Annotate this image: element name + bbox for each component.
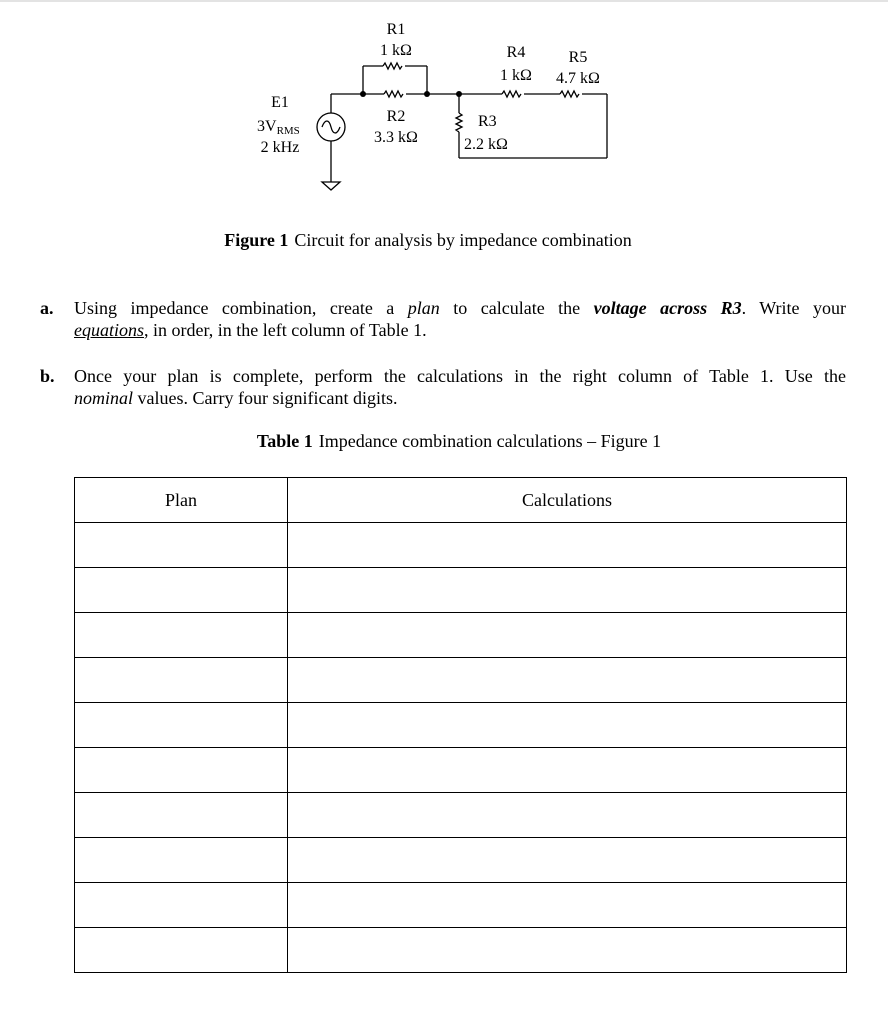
circuit-diagram bbox=[0, 0, 888, 205]
equations-emphasis: equations bbox=[74, 320, 144, 340]
r5-zigzag bbox=[560, 91, 579, 97]
plan-cell[interactable] bbox=[75, 928, 288, 973]
calculations-table bbox=[74, 477, 847, 973]
node-dot bbox=[360, 91, 366, 97]
calculation-cell[interactable] bbox=[288, 838, 847, 883]
header-plan: Plan bbox=[75, 478, 288, 523]
plan-emphasis: plan bbox=[407, 298, 440, 318]
calculation-cell[interactable] bbox=[288, 928, 847, 973]
question-a-label: a. bbox=[40, 298, 54, 318]
table-row bbox=[75, 658, 847, 703]
sine-wave-icon bbox=[322, 121, 340, 133]
calculation-cell[interactable] bbox=[288, 703, 847, 748]
r2-name: R2 bbox=[386, 108, 406, 125]
question-a bbox=[40, 297, 846, 341]
calculation-cell[interactable] bbox=[288, 748, 847, 793]
table-row bbox=[75, 568, 847, 613]
table-caption-text: Impedance combination calculations – Figure 1 bbox=[318, 431, 662, 451]
e1-name: E1 bbox=[271, 94, 289, 111]
figure-caption-text: Circuit for analysis by impedance combination bbox=[294, 230, 632, 250]
table-row bbox=[75, 793, 847, 838]
nominal-emphasis: nominal bbox=[74, 388, 134, 408]
calculation-cell[interactable] bbox=[288, 613, 847, 658]
table-row bbox=[75, 748, 847, 793]
table-row bbox=[75, 838, 847, 883]
plan-cell[interactable] bbox=[75, 838, 288, 883]
plan-cell[interactable] bbox=[75, 883, 288, 928]
table-row bbox=[75, 523, 847, 568]
plan-cell[interactable] bbox=[75, 658, 288, 703]
r5-name: R5 bbox=[568, 49, 588, 66]
question-b bbox=[40, 365, 846, 409]
plan-cell[interactable] bbox=[75, 748, 288, 793]
r3-value: 2.2 kΩ bbox=[464, 136, 508, 153]
question-a-text: Using impedance combination, create a plan to calculate the voltage across R3. Write your equations, in order, in the left column of Table 1. bbox=[74, 298, 846, 340]
header-calculations: Calculations bbox=[288, 478, 847, 523]
r3-name: R3 bbox=[478, 113, 497, 130]
r1-value: 1 kΩ bbox=[380, 42, 412, 59]
table-label: Table 1 bbox=[256, 431, 313, 451]
plan-cell[interactable] bbox=[75, 523, 288, 568]
r4-name: R4 bbox=[506, 44, 526, 61]
r2-zigzag bbox=[384, 91, 403, 97]
node-dot bbox=[424, 91, 430, 97]
table-row bbox=[75, 703, 847, 748]
e1-frequency: 2 kHz bbox=[260, 139, 300, 156]
table-row bbox=[75, 613, 847, 658]
r4-zigzag bbox=[502, 91, 521, 97]
calculation-cell[interactable] bbox=[288, 568, 847, 613]
calculation-cell[interactable] bbox=[288, 658, 847, 703]
plan-cell[interactable] bbox=[75, 703, 288, 748]
table-row bbox=[75, 883, 847, 928]
r1-name: R1 bbox=[386, 21, 406, 38]
r3-zigzag bbox=[456, 113, 462, 132]
figure-label: Figure 1 bbox=[224, 230, 289, 250]
question-b-text: Once your plan is complete, perform the calculations in the right column of Table 1. Use the nominal values. Carry four significant digits. bbox=[74, 366, 846, 408]
figure-caption bbox=[0, 230, 856, 251]
table-caption bbox=[0, 431, 888, 452]
table-header-row bbox=[75, 478, 847, 523]
voltage-across-r3-emphasis: voltage across R3 bbox=[593, 298, 742, 318]
calculation-cell[interactable] bbox=[288, 793, 847, 838]
calculation-cell[interactable] bbox=[288, 883, 847, 928]
r5-value: 4.7 kΩ bbox=[556, 70, 600, 87]
r2-value: 3.3 kΩ bbox=[374, 129, 418, 146]
plan-cell[interactable] bbox=[75, 568, 288, 613]
e1-voltage: 3VRMS bbox=[257, 118, 300, 137]
calculation-cell[interactable] bbox=[288, 523, 847, 568]
ground-icon bbox=[322, 182, 340, 190]
r1-zigzag bbox=[383, 63, 402, 69]
question-b-label: b. bbox=[40, 366, 55, 386]
r4-value: 1 kΩ bbox=[500, 67, 532, 84]
table-row bbox=[75, 928, 847, 973]
node-dot bbox=[456, 91, 462, 97]
plan-cell[interactable] bbox=[75, 613, 288, 658]
plan-cell[interactable] bbox=[75, 793, 288, 838]
